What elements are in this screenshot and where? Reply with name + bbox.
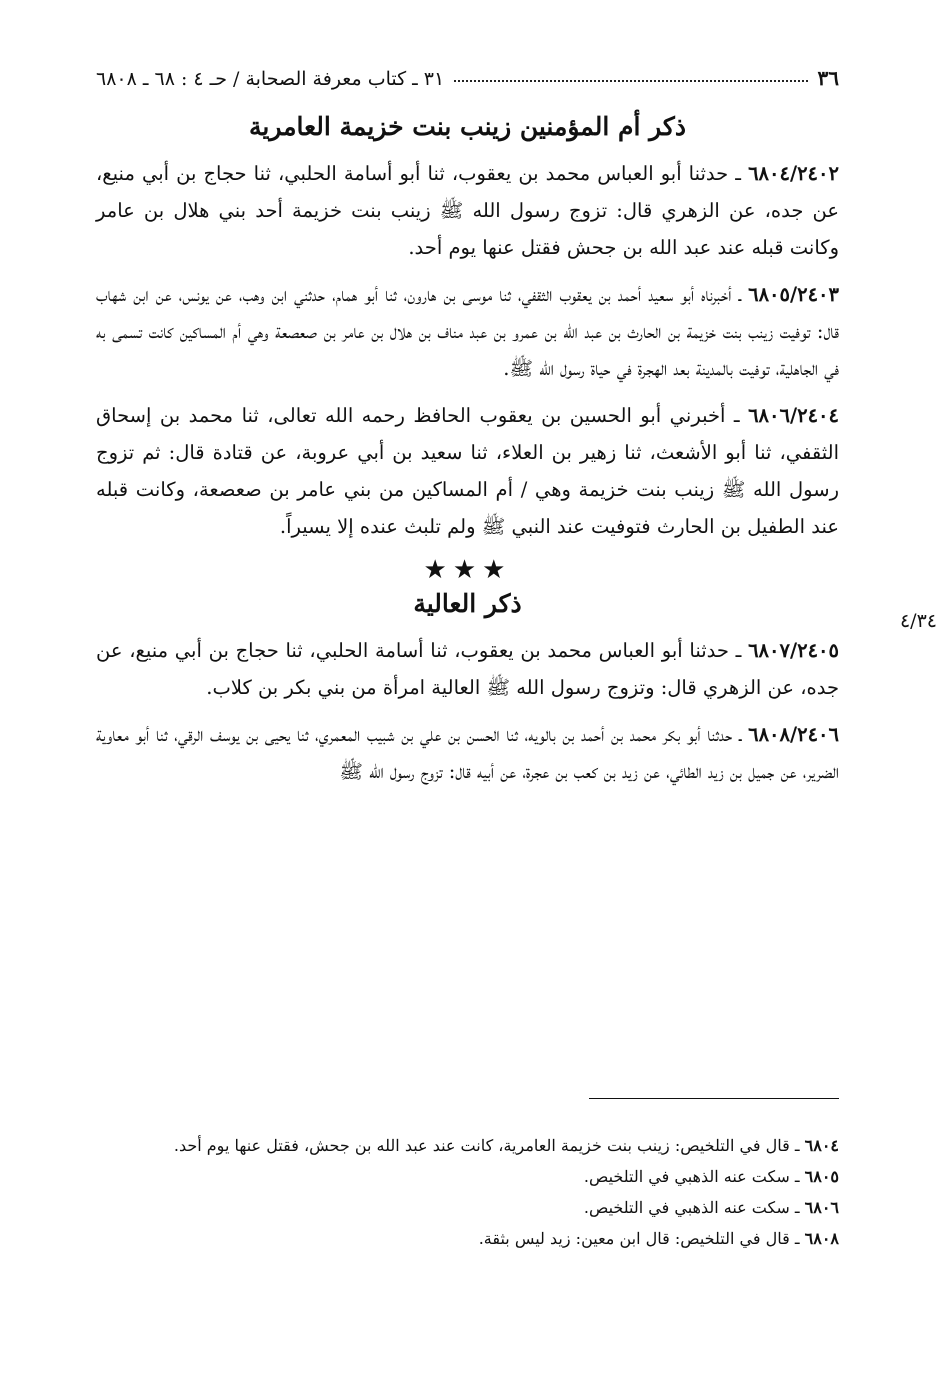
running-title: ٣١ ـ كتاب معرفة الصحابة / حـ ٤ : ٦٨ ـ ٦٨٠٨ (96, 68, 445, 90)
footnote (96, 1130, 839, 1161)
hadith-number: ٦٨٠٧/٢٤٠٥ (748, 639, 839, 662)
footnote-number: ٦٨٠٥ (804, 1167, 839, 1186)
hadith-entry (96, 397, 839, 545)
footnote (96, 1223, 839, 1254)
footnote (96, 1192, 839, 1223)
hadith-text: ـ حدثنا أبو العباس محمد بن يعقوب، ثنا أبو أسامة الحلبي، ثنا حجاج بن أبي منيع، عن جده، عن الزهري قال: تزوج رسول الله ﷺ زينب بنت خزيمة أحد بني هلال بن عامر وكانت قبله عند عبد الله بن جحش فقتل عنها يوم أحد. (96, 162, 839, 259)
hadith-text: ـ أخبرناه أبو سعيد أحمد بن يعقوب الثقفي، ثنا موسى بن هارون، ثنا أبو همام، حدثني ابن وهب، عن يونس، عن ابن شهاب قال: توفيت زينب بنت خزيمة بن الحارث بن عبد الله بن عمرو بن عبد مناف بن هلال بن عامر بن صعصعة وهي أم المساكين كانت تسمى به في الجاهلية، توفيت بالمدينة بعد الهجرة في حياة رسول الله ﷺ. (96, 283, 839, 380)
section-separator-stars: ★★★ (423, 555, 512, 585)
page (96, 60, 839, 800)
footnote-text: ـ قال في التلخيص: قال ابن معين: زيد ليس بثقة. (478, 1229, 800, 1248)
footnote-text: ـ قال في التلخيص: زينب بنت خزيمة العامرية، كانت عند عبد الله بن جحش، فقتل عنها يوم أحد. (173, 1136, 800, 1155)
hadith-entry (96, 716, 839, 790)
footnote-number: ٦٨٠٤ (804, 1136, 839, 1155)
footnote-separator (589, 1098, 839, 1099)
margin-volume-reference: ٤/٣٤ (899, 610, 937, 632)
hadith-entry (96, 155, 839, 266)
hadith-entry (96, 632, 839, 706)
hadith-text: ـ أخبرني أبو الحسين بن يعقوب الحافظ رحمه الله تعالى، ثنا محمد بن إسحاق الثقفي، ثنا أبو الأشعث، ثنا زهير بن العلاء، ثنا سعيد بن أبي عروبة، عن قتادة قال: ثم تزوج رسول الله ﷺ زينب بنت خزيمة وهي / أم المساكين من بني عامر بن صعصعة، وكانت قبله عند الطفيل بن الحارث فتوفيت عند النبي ﷺ ولم تلبث عنده إلا يسيراً. (96, 404, 839, 538)
footnote (96, 1161, 839, 1192)
section-title-zaynab: ذكر أم المؤمنين زينب بنت خزيمة العامرية (249, 112, 686, 141)
hadith-number: ٦٨٠٥/٢٤٠٣ (748, 283, 840, 306)
footnote-number: ٦٨٠٦ (804, 1198, 839, 1217)
hadith-number: ٦٨٠٤/٢٤٠٢ (748, 162, 839, 185)
page-number: ٣٦ (817, 66, 839, 90)
hadith-entry (96, 276, 839, 387)
footnote-text: ـ سكت عنه الذهبي في التلخيص. (583, 1167, 800, 1186)
footnote-text: ـ سكت عنه الذهبي في التلخيص. (583, 1198, 800, 1217)
running-header (96, 60, 839, 90)
footnotes (96, 1130, 839, 1254)
footnote-number: ٦٨٠٨ (804, 1229, 839, 1248)
hadith-number: ٦٨٠٨/٢٤٠٦ (748, 723, 840, 746)
hadith-number: ٦٨٠٦/٢٤٠٤ (748, 404, 839, 427)
section-title-aliya: ذكر العالية (413, 589, 522, 618)
header-dot-leader (454, 80, 807, 82)
hadith-text: ـ حدثنا أبو العباس محمد بن يعقوب، ثنا أسامة الحلبي، ثنا حجاج بن أبي منيع، عن جده، عن الزهري قال: وتزوج رسول الله ﷺ العالية امرأة من بني بكر بن كلاب. (96, 639, 839, 699)
hadith-text: ـ حدثنا أبو بكر محمد بن أحمد بن بالويه، ثنا الحسن بن علي بن شبيب المعمري، ثنا يحيى بن يوسف الرقي، ثنا أبو معاوية الضرير، عن جميل بن زيد الطائي، عن زيد بن كعب بن عجرة، عن أبيه قال: تزوج رسول الله ﷺ (96, 723, 839, 783)
